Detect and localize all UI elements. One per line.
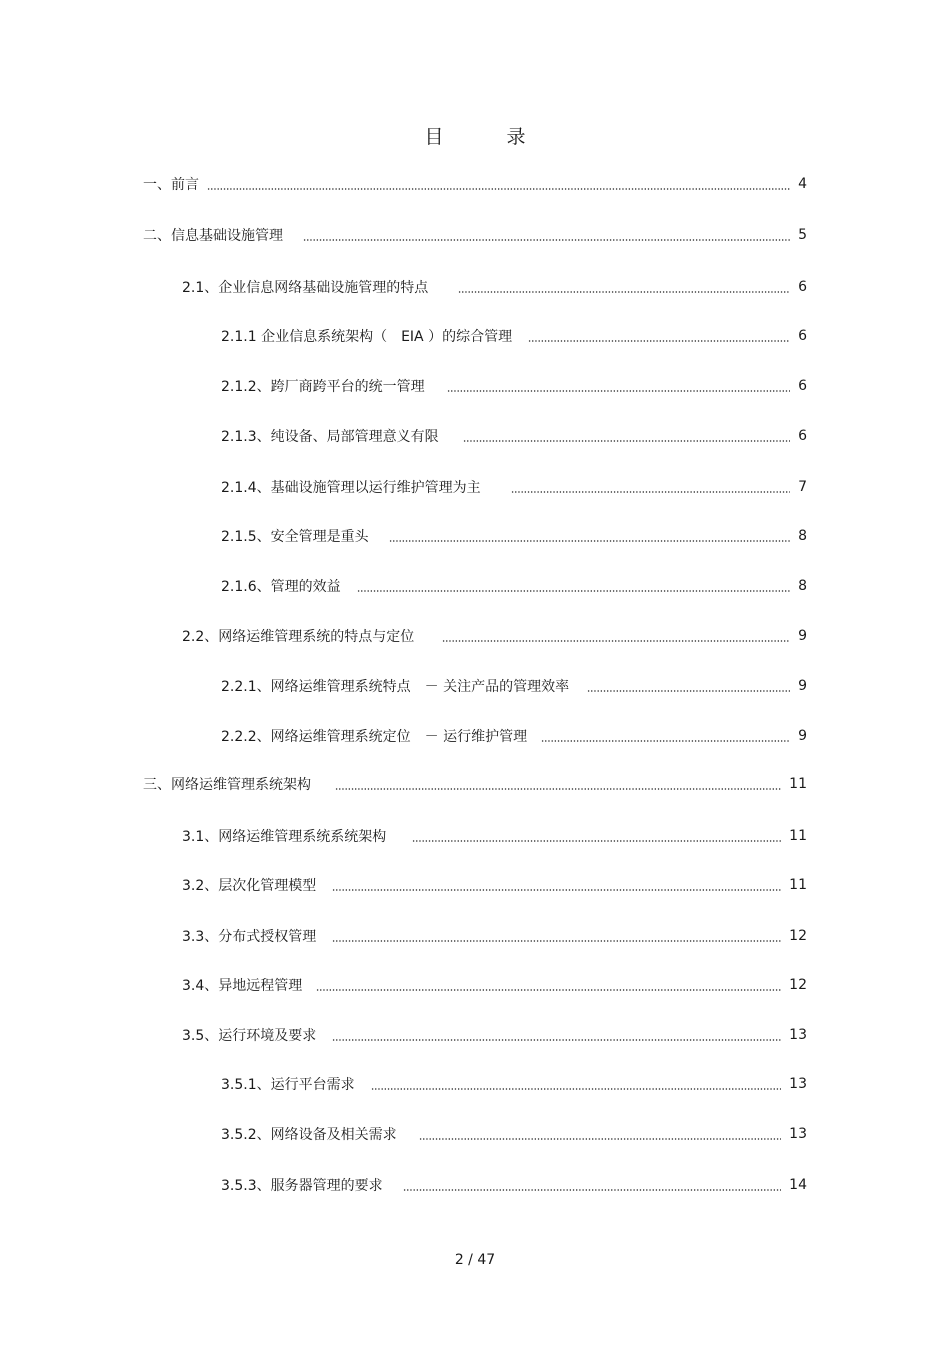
toc-entry-page: 13 <box>789 1126 807 1142</box>
toc-leader-dots <box>447 390 790 392</box>
toc-entry-page: 11 <box>789 776 807 792</box>
toc-entry-label: 3.5.2、网络设备及相关需求 <box>221 1127 397 1143</box>
toc-leader-dots <box>458 291 790 293</box>
toc-leader-dots <box>412 840 781 842</box>
toc-entry-label: 3.5.3、服务器管理的要求 <box>221 1178 383 1194</box>
toc-entry-page: 13 <box>789 1027 807 1043</box>
toc-entry-page: 8 <box>798 578 807 594</box>
toc-entry-label: 2.1.2、跨厂商跨平台的统一管理 <box>221 379 425 395</box>
toc-leader-dots <box>528 340 790 342</box>
toc-entry-label: 3.2、层次化管理模型 <box>182 878 317 894</box>
toc-entry[interactable] <box>221 1174 807 1196</box>
toc-entry[interactable] <box>182 874 807 896</box>
toc-entry-label: 三、网络运维管理系统架构 <box>143 777 311 793</box>
toc-leader-dots <box>541 740 790 742</box>
toc-entry[interactable] <box>221 325 807 347</box>
toc-entry[interactable] <box>182 974 807 996</box>
toc-entry-page: 8 <box>798 528 807 544</box>
toc-entry-label: 2.1.6、管理的效益 <box>221 579 341 595</box>
toc-entry-label: 3.4、异地远程管理 <box>182 978 303 994</box>
toc-entry-page: 9 <box>798 678 807 694</box>
toc-entry-label: 二、信息基础设施管理 <box>143 228 283 244</box>
toc-entry[interactable] <box>221 725 807 747</box>
toc-entry[interactable] <box>221 1073 807 1095</box>
toc-entry-page: 14 <box>789 1177 807 1193</box>
toc-entry-page: 7 <box>798 479 807 495</box>
toc-entry[interactable] <box>221 425 807 447</box>
toc-entry-label: 2.1.1 企业信息系统架构（ EIA ）的综合管理 <box>221 329 513 345</box>
toc-leader-dots <box>587 690 790 692</box>
page-number-footer: 2 / 47 <box>454 1252 496 1268</box>
toc-entry[interactable] <box>182 625 807 647</box>
page-title: 目 录 <box>424 126 548 148</box>
toc-entry[interactable] <box>143 173 807 195</box>
toc-entry-label: 2.1.5、安全管理是重头 <box>221 529 369 545</box>
toc-entry[interactable] <box>182 1024 807 1046</box>
toc-entry-page: 9 <box>798 628 807 644</box>
toc-entry-label: 2.2.1、网络运维管理系统特点 － 关注产品的管理效率 <box>221 679 570 695</box>
toc-entry-page: 5 <box>798 227 807 243</box>
toc-leader-dots <box>442 640 790 642</box>
toc-leader-dots <box>403 1189 782 1191</box>
toc-entry[interactable] <box>221 375 807 397</box>
toc-entry[interactable] <box>143 224 807 246</box>
toc-leader-dots <box>207 188 790 190</box>
toc-leader-dots <box>316 989 781 991</box>
toc-entry-page: 12 <box>789 977 807 993</box>
toc-entry-label: 3.5.1、运行平台需求 <box>221 1077 355 1093</box>
toc-entry-page: 9 <box>798 728 807 744</box>
toc-leader-dots <box>389 540 790 542</box>
toc-entry-page: 12 <box>789 928 807 944</box>
toc-entry-label: 3.1、网络运维管理系统系统架构 <box>182 829 387 845</box>
toc-entry[interactable] <box>221 575 807 597</box>
toc-entry-page: 4 <box>798 176 807 192</box>
toc-entry[interactable] <box>221 476 807 498</box>
toc-entry-label: 2.2.2、网络运维管理系统定位 － 运行维护管理 <box>221 729 528 745</box>
toc-entry-label: 2.1.3、纯设备、局部管理意义有限 <box>221 429 439 445</box>
toc-leader-dots <box>463 440 790 442</box>
toc-entry[interactable] <box>182 925 807 947</box>
toc-leader-dots <box>332 889 781 891</box>
toc-entry-label: 一、前言 <box>143 177 199 193</box>
toc-entry-label: 3.3、分布式授权管理 <box>182 929 317 945</box>
toc-leader-dots <box>332 1039 781 1041</box>
toc-leader-dots <box>371 1088 782 1090</box>
toc-entry-page: 6 <box>798 328 807 344</box>
toc-leader-dots <box>303 239 790 241</box>
toc-leader-dots <box>357 590 790 592</box>
toc-entry[interactable] <box>182 825 807 847</box>
toc-entry-page: 6 <box>798 279 807 295</box>
toc-entry[interactable] <box>182 276 807 298</box>
toc-entry[interactable] <box>221 675 807 697</box>
toc-entry[interactable] <box>143 773 807 795</box>
toc-entry-page: 13 <box>789 1076 807 1092</box>
toc-entry-page: 11 <box>789 828 807 844</box>
toc-leader-dots <box>419 1138 782 1140</box>
toc-entry-page: 6 <box>798 428 807 444</box>
toc-entry-label: 2.1、企业信息网络基础设施管理的特点 <box>182 280 429 296</box>
toc-entry-page: 11 <box>789 877 807 893</box>
toc-entry-page: 6 <box>798 378 807 394</box>
toc-entry[interactable] <box>221 1123 807 1145</box>
toc-leader-dots <box>335 788 781 790</box>
toc-entry-label: 2.1.4、基础设施管理以运行维护管理为主 <box>221 480 481 496</box>
toc-entry-label: 3.5、运行环境及要求 <box>182 1028 317 1044</box>
toc-leader-dots <box>511 491 790 493</box>
toc-entry[interactable] <box>221 525 807 547</box>
toc-leader-dots <box>332 940 781 942</box>
toc-entry-label: 2.2、网络运维管理系统的特点与定位 <box>182 629 415 645</box>
